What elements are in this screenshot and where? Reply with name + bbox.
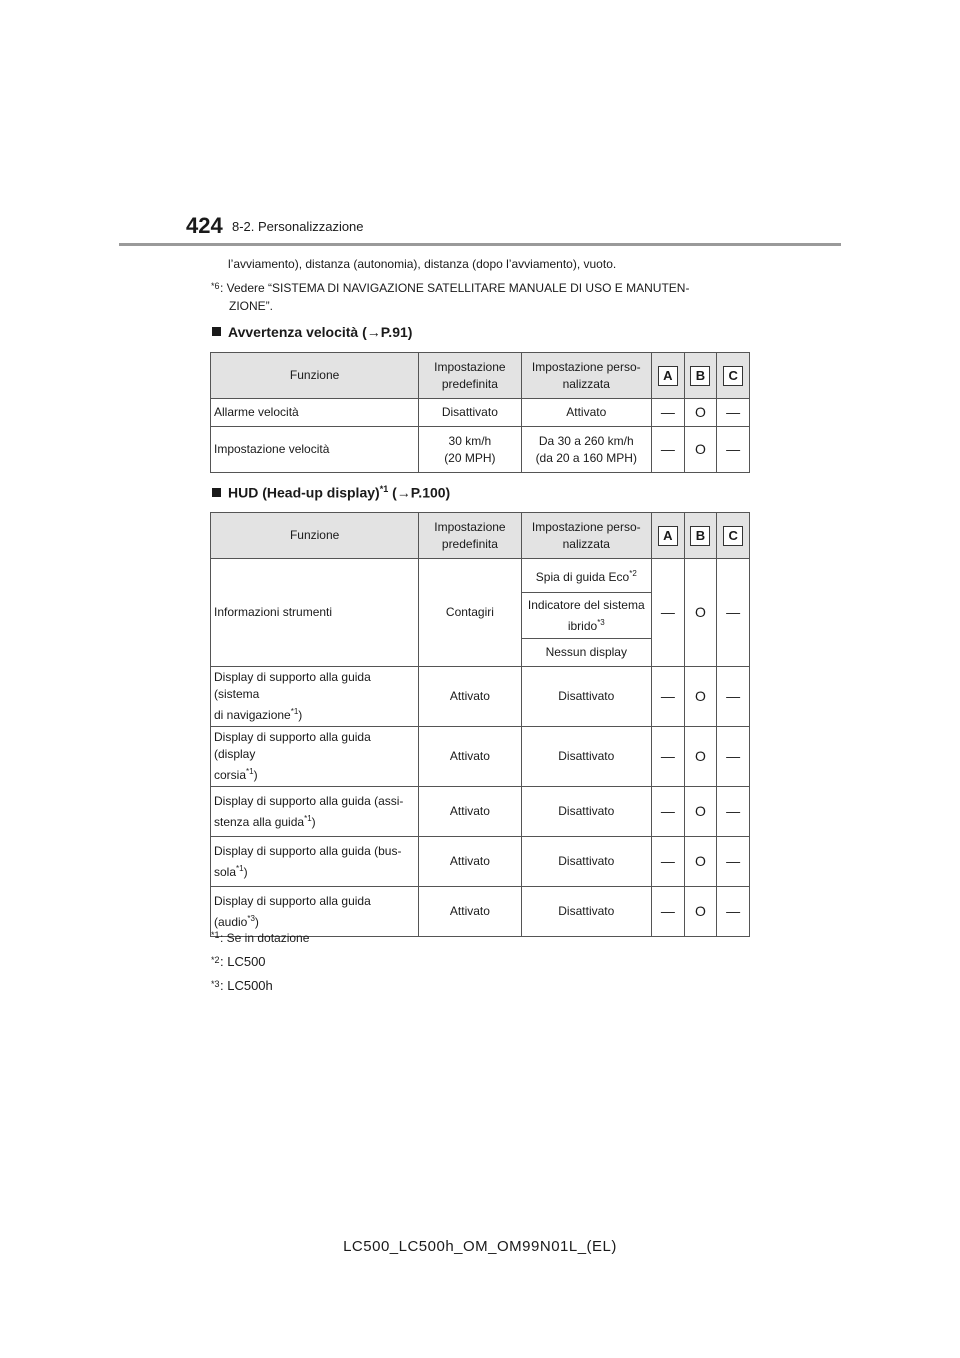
speed-warning-table <box>210 352 750 473</box>
header-funzione: Funzione <box>211 353 419 399</box>
header-a: A <box>652 353 685 399</box>
header-a: A <box>652 513 685 559</box>
footnote3-text: : LC500h <box>220 978 273 993</box>
speed-warning-heading: Avvertenza velocità (→P.91) <box>212 324 412 340</box>
header-b: B <box>684 353 717 399</box>
table-row: Display di supporto alla guida (assi- stenza alla guida$^{*1}$) Attivato Disattivato — O — <box>211 787 750 837</box>
header-b: B <box>684 513 717 559</box>
table-header-row <box>211 353 750 399</box>
header-rule <box>119 243 841 246</box>
header-personalizzata: Impostazione perso- nalizzata <box>521 353 651 399</box>
footnote1-text: : Se in dotazione <box>220 931 310 945</box>
footnote2-mark: *2 <box>211 955 220 965</box>
table-row: Indicatore del sistema ibrido$^{*3}$ <box>211 593 750 639</box>
header-predefinita: Impostazione predefinita <box>419 513 521 559</box>
section-title: 8-2. Personalizzazione <box>232 219 364 234</box>
table-row: Allarme velocità Disattivato Attivato — O — <box>211 399 750 427</box>
table-row: Display di supporto alla guida (audio$^{*3}$) Attivato Disattivato — O — <box>211 887 750 937</box>
page-number: 424 <box>186 213 223 238</box>
table-row: Display di supporto alla guida (bus- sola$^{*1}$) Attivato Disattivato — O — <box>211 837 750 887</box>
square-bullet-icon <box>212 488 221 497</box>
footnote3-mark: *3 <box>211 979 220 989</box>
table-row: Informazioni strumenti Contagiri Spia di guida Eco$^{*2}$ — O — <box>211 559 750 593</box>
document-footer: LC500_LC500h_OM_OM99N01L_(EL) <box>343 1238 617 1255</box>
table-row: Nessun display <box>211 639 750 667</box>
square-bullet-icon <box>212 327 221 336</box>
hud-heading: HUD (Head-up display)$^{*1}$ (→P.100) <box>212 484 450 501</box>
header-c: C <box>717 513 750 559</box>
header-predefinita: Impostazione predefinita <box>419 353 521 399</box>
footnote1-mark: *1 <box>211 930 220 940</box>
header-funzione: Funzione <box>211 513 419 559</box>
footnote6-text-line1: : Vedere “SISTEMA DI NAVIGAZIONE SATELLITARE MANUALE DI USO E MANUTEN- <box>220 281 690 295</box>
table-row: Impostazione velocità 30 km/h (20 MPH) Da 30 a 260 km/h (da 20 a 160 MPH) — O — <box>211 427 750 473</box>
hud-table <box>210 512 750 937</box>
footnote6-mark: *6 <box>211 281 220 291</box>
table-row: Display di supporto alla guida (display corsia$^{*1}$) Attivato Disattivato — O — <box>211 727 750 787</box>
table-header-row <box>211 513 750 559</box>
table-row: Display di supporto alla guida (sistema di navigazione$^{*1}$) Attivato Disattivato — O — <box>211 667 750 727</box>
header-c: C <box>717 353 750 399</box>
footnote2-text: : LC500 <box>220 954 266 969</box>
header-personalizzata: Impostazione perso- nalizzata <box>521 513 651 559</box>
intro-text: l’avviamento), distanza (autonomia), distanza (dopo l’avviamento), vuoto. <box>228 257 617 271</box>
footnote6-text-line2: ZIONE”. <box>229 299 273 313</box>
